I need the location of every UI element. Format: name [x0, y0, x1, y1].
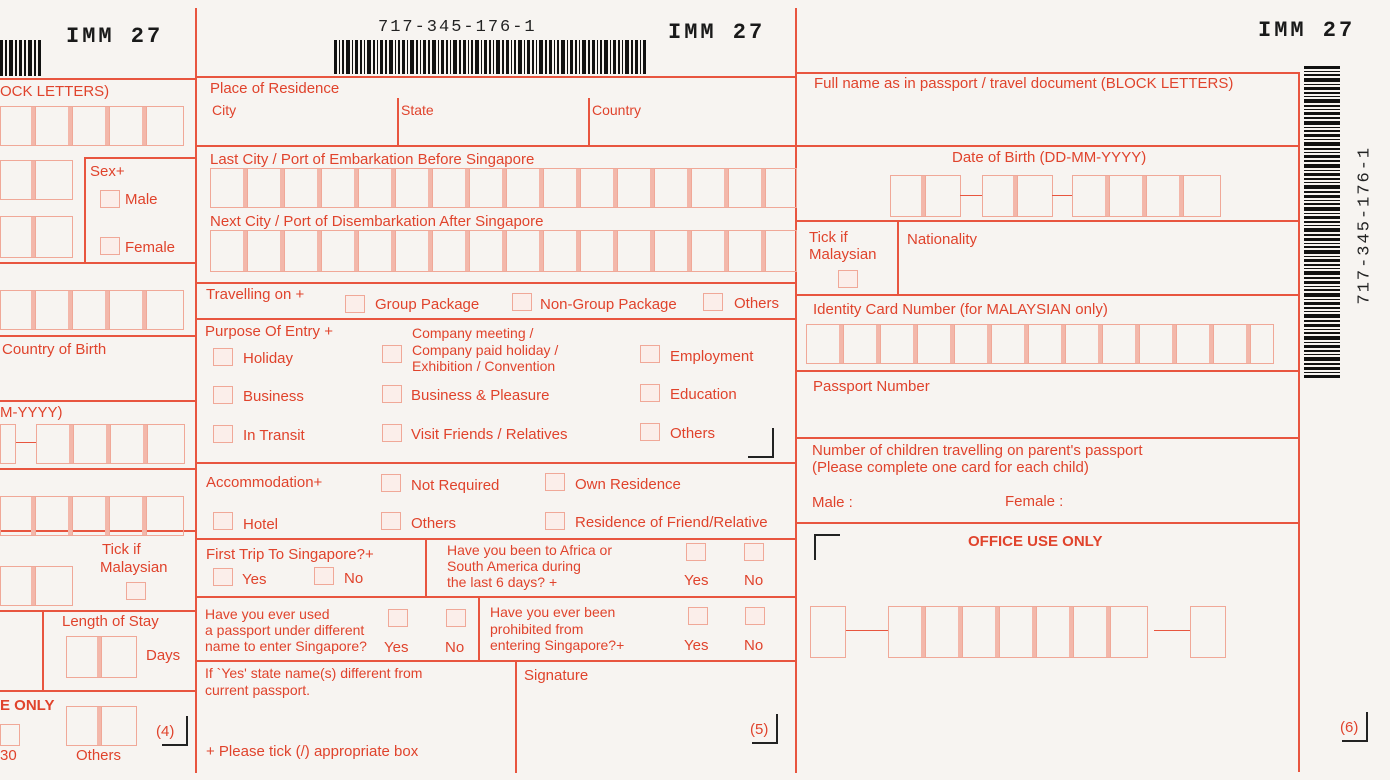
- block-letters-label: OCK LETTERS): [0, 83, 110, 100]
- office-boxes-main: [888, 606, 1148, 658]
- accommodation-label: Accommodation+: [206, 474, 323, 491]
- africa-question-line1: Have you been to Africa or: [447, 542, 612, 558]
- first-trip-no-label: No: [344, 570, 364, 587]
- group-package-label: Group Package: [375, 296, 480, 313]
- serial-number-vertical: 717-345-176-1: [1355, 145, 1375, 305]
- left-date-boxes-a[interactable]: [0, 424, 16, 464]
- nationality-label: Nationality: [907, 231, 978, 248]
- purpose-others-checkbox[interactable]: [640, 423, 660, 441]
- left-boxes-6[interactable]: [0, 566, 73, 606]
- left-boxes-3[interactable]: [0, 216, 73, 258]
- corner-mark-middle: [748, 428, 774, 458]
- africa-question-line3: the last 6 days? +: [447, 574, 558, 590]
- male-label: Male: [125, 191, 158, 208]
- prohibited-yes-label: Yes: [684, 637, 709, 654]
- not-required-checkbox[interactable]: [381, 474, 401, 492]
- own-residence-label: Own Residence: [575, 476, 681, 493]
- prohibited-line1: Have you ever been: [490, 604, 616, 620]
- office-box-b: [1190, 606, 1226, 658]
- used-passport-yes-checkbox[interactable]: [388, 609, 408, 627]
- barcode-right: [1304, 66, 1340, 382]
- form-code-left: IMM 27: [66, 24, 164, 49]
- travelling-others-label: Others: [734, 295, 780, 312]
- full-name-input[interactable]: [806, 96, 1294, 142]
- city-label: City: [212, 102, 237, 118]
- left-office-boxes-b: [66, 706, 137, 746]
- nationality-input[interactable]: [905, 252, 1293, 290]
- page-number-5: (5): [750, 721, 769, 738]
- sex-label: Sex+: [90, 163, 125, 180]
- own-residence-checkbox[interactable]: [545, 473, 565, 491]
- female-checkbox[interactable]: [100, 237, 120, 255]
- state-label: State: [401, 102, 434, 118]
- serial-number: 717-345-176-1: [378, 18, 537, 37]
- office-use-title: OFFICE USE ONLY: [968, 533, 1103, 550]
- malaysian-label-right: Malaysian: [809, 246, 877, 263]
- used-passport-line3: name to enter Singapore?: [205, 638, 367, 654]
- next-city-label: Next City / Port of Disembarkation After Singapore: [210, 213, 544, 230]
- africa-no-checkbox[interactable]: [744, 543, 764, 561]
- others-label-left: Others: [76, 747, 122, 764]
- holiday-checkbox[interactable]: [213, 348, 233, 366]
- name-boxes-left[interactable]: [0, 106, 184, 146]
- office-use-label-left: E ONLY: [0, 697, 55, 714]
- form-code-right: IMM 27: [1258, 18, 1356, 43]
- children-female-input[interactable]: [1072, 490, 1272, 516]
- non-group-package-label: Non-Group Package: [540, 296, 677, 313]
- corner-mark-6: [1342, 712, 1368, 742]
- last-city-label: Last City / Port of Embarkation Before Singapore: [210, 151, 535, 168]
- full-name-label: Full name as in passport / travel document (BLOCK LETTERS): [814, 75, 1234, 92]
- non-group-package-checkbox[interactable]: [512, 293, 532, 311]
- first-trip-no-checkbox[interactable]: [314, 567, 334, 585]
- first-trip-yes-label: Yes: [242, 571, 267, 588]
- accommodation-others-label: Others: [411, 515, 457, 532]
- travelling-others-checkbox[interactable]: [703, 293, 723, 311]
- corner-mark-5: [752, 714, 778, 744]
- country-input[interactable]: [591, 120, 791, 142]
- tick-if-label-right: Tick if: [809, 229, 848, 246]
- passport-number-label: Passport Number: [813, 378, 930, 395]
- children-label-line1: Number of children travelling on parent's passport: [812, 442, 1143, 459]
- prohibited-yes-checkbox[interactable]: [688, 607, 708, 625]
- dob-year-boxes[interactable]: [1072, 175, 1221, 217]
- used-passport-no-checkbox[interactable]: [446, 609, 466, 627]
- purpose-of-entry-label: Purpose Of Entry +: [205, 323, 333, 340]
- bottom-number-left: 30: [0, 747, 17, 764]
- next-city-boxes[interactable]: [210, 230, 797, 272]
- business-pleasure-label: Business & Pleasure: [411, 387, 550, 404]
- last-city-boxes[interactable]: [210, 168, 797, 208]
- state-input[interactable]: [400, 120, 585, 142]
- accommodation-others-checkbox[interactable]: [381, 512, 401, 530]
- employment-label: Employment: [670, 348, 754, 365]
- country-label: Country: [592, 102, 642, 118]
- male-checkbox[interactable]: [100, 190, 120, 208]
- left-office-boxes-a: [0, 724, 20, 746]
- children-male-label: Male :: [812, 494, 853, 511]
- country-of-birth-label: Country of Birth: [2, 341, 107, 358]
- left-date-boxes-b[interactable]: [36, 424, 185, 464]
- business-pleasure-checkbox[interactable]: [382, 385, 402, 403]
- education-checkbox[interactable]: [640, 384, 660, 402]
- used-passport-no-label: No: [445, 639, 465, 656]
- if-yes-line2: current passport.: [205, 682, 311, 698]
- different-names-input[interactable]: [204, 702, 510, 738]
- length-of-stay-boxes[interactable]: [66, 636, 137, 678]
- prohibited-line2: prohibited from: [490, 621, 584, 637]
- residence-friend-checkbox[interactable]: [545, 512, 565, 530]
- malaysian-checkbox-left[interactable]: [126, 582, 146, 600]
- company-meeting-line1: Company meeting /: [412, 325, 534, 341]
- city-input[interactable]: [210, 120, 394, 142]
- dob-month-boxes[interactable]: [982, 175, 1053, 217]
- dob-label: Date of Birth (DD-MM-YYYY): [952, 149, 1147, 166]
- barcode-left: [0, 40, 42, 76]
- purpose-others-label: Others: [670, 425, 716, 442]
- used-passport-line1: Have you ever used: [205, 606, 330, 622]
- corner-mark-office-tl: [814, 534, 840, 560]
- place-of-residence-label: Place of Residence: [210, 80, 340, 97]
- education-label: Education: [670, 386, 737, 403]
- signature-field[interactable]: [520, 690, 740, 760]
- date-format-label: M-YYYY): [0, 404, 63, 421]
- residence-friend-label: Residence of Friend/Relative: [575, 514, 768, 531]
- africa-question-line2: South America during: [447, 558, 581, 574]
- children-male-input[interactable]: [862, 490, 992, 516]
- visit-friends-label: Visit Friends / Relatives: [411, 426, 568, 443]
- used-passport-yes-label: Yes: [384, 639, 409, 656]
- children-female-label: Female :: [1005, 493, 1064, 510]
- africa-no-label: No: [744, 572, 764, 589]
- company-meeting-line2: Company paid holiday /: [412, 342, 559, 358]
- ic-number-label: Identity Card Number (for MALAYSIAN only): [813, 301, 1108, 318]
- employment-checkbox[interactable]: [640, 345, 660, 363]
- page-number-6: (6): [1340, 719, 1359, 736]
- tick-note: + Please tick (/) appropriate box: [206, 743, 419, 760]
- ic-number-boxes[interactable]: [806, 324, 1274, 364]
- not-required-label: Not Required: [411, 477, 500, 494]
- malaysian-label-left: Malaysian: [100, 559, 168, 576]
- company-meeting-line3: Exhibition / Convention: [412, 358, 556, 374]
- left-boxes-4[interactable]: [0, 290, 184, 330]
- hotel-label: Hotel: [243, 516, 279, 533]
- corner-mark-4: [162, 716, 188, 746]
- left-boxes-5[interactable]: [0, 496, 184, 536]
- hotel-checkbox[interactable]: [213, 512, 233, 530]
- first-trip-yes-checkbox[interactable]: [213, 568, 233, 586]
- in-transit-label: In Transit: [243, 427, 305, 444]
- in-transit-checkbox[interactable]: [213, 425, 233, 443]
- business-checkbox[interactable]: [213, 386, 233, 404]
- travelling-on-label: Travelling on +: [206, 286, 305, 303]
- passport-number-input[interactable]: [806, 398, 1294, 434]
- barcode-middle: [334, 40, 646, 74]
- days-label: Days: [146, 647, 181, 664]
- length-of-stay-label: Length of Stay: [62, 613, 159, 630]
- visit-friends-checkbox[interactable]: [382, 424, 402, 442]
- prohibited-no-checkbox[interactable]: [745, 607, 765, 625]
- prohibited-no-label: No: [744, 637, 764, 654]
- africa-yes-label: Yes: [684, 572, 709, 589]
- first-trip-label: First Trip To Singapore?+: [206, 546, 374, 563]
- female-label: Female: [125, 239, 176, 256]
- business-label: Business: [243, 388, 304, 405]
- group-package-checkbox[interactable]: [345, 295, 365, 313]
- page-number-4: (4): [156, 723, 175, 740]
- tick-if-label-left: Tick if: [102, 541, 141, 558]
- if-yes-line1: If `Yes' state name(s) different from: [205, 665, 423, 681]
- children-label-line2: (Please complete one card for each child): [812, 459, 1089, 476]
- dob-day-boxes[interactable]: [890, 175, 961, 217]
- holiday-label: Holiday: [243, 350, 294, 367]
- used-passport-line2: a passport under different: [205, 622, 365, 638]
- africa-yes-checkbox[interactable]: [686, 543, 706, 561]
- company-meeting-checkbox[interactable]: [382, 345, 402, 363]
- form-code-middle: IMM 27: [668, 20, 766, 45]
- office-box-a: [810, 606, 846, 658]
- malaysian-checkbox-right[interactable]: [838, 270, 858, 288]
- prohibited-line3: entering Singapore?+: [490, 637, 625, 653]
- left-boxes-2[interactable]: [0, 160, 73, 200]
- signature-label: Signature: [524, 667, 589, 684]
